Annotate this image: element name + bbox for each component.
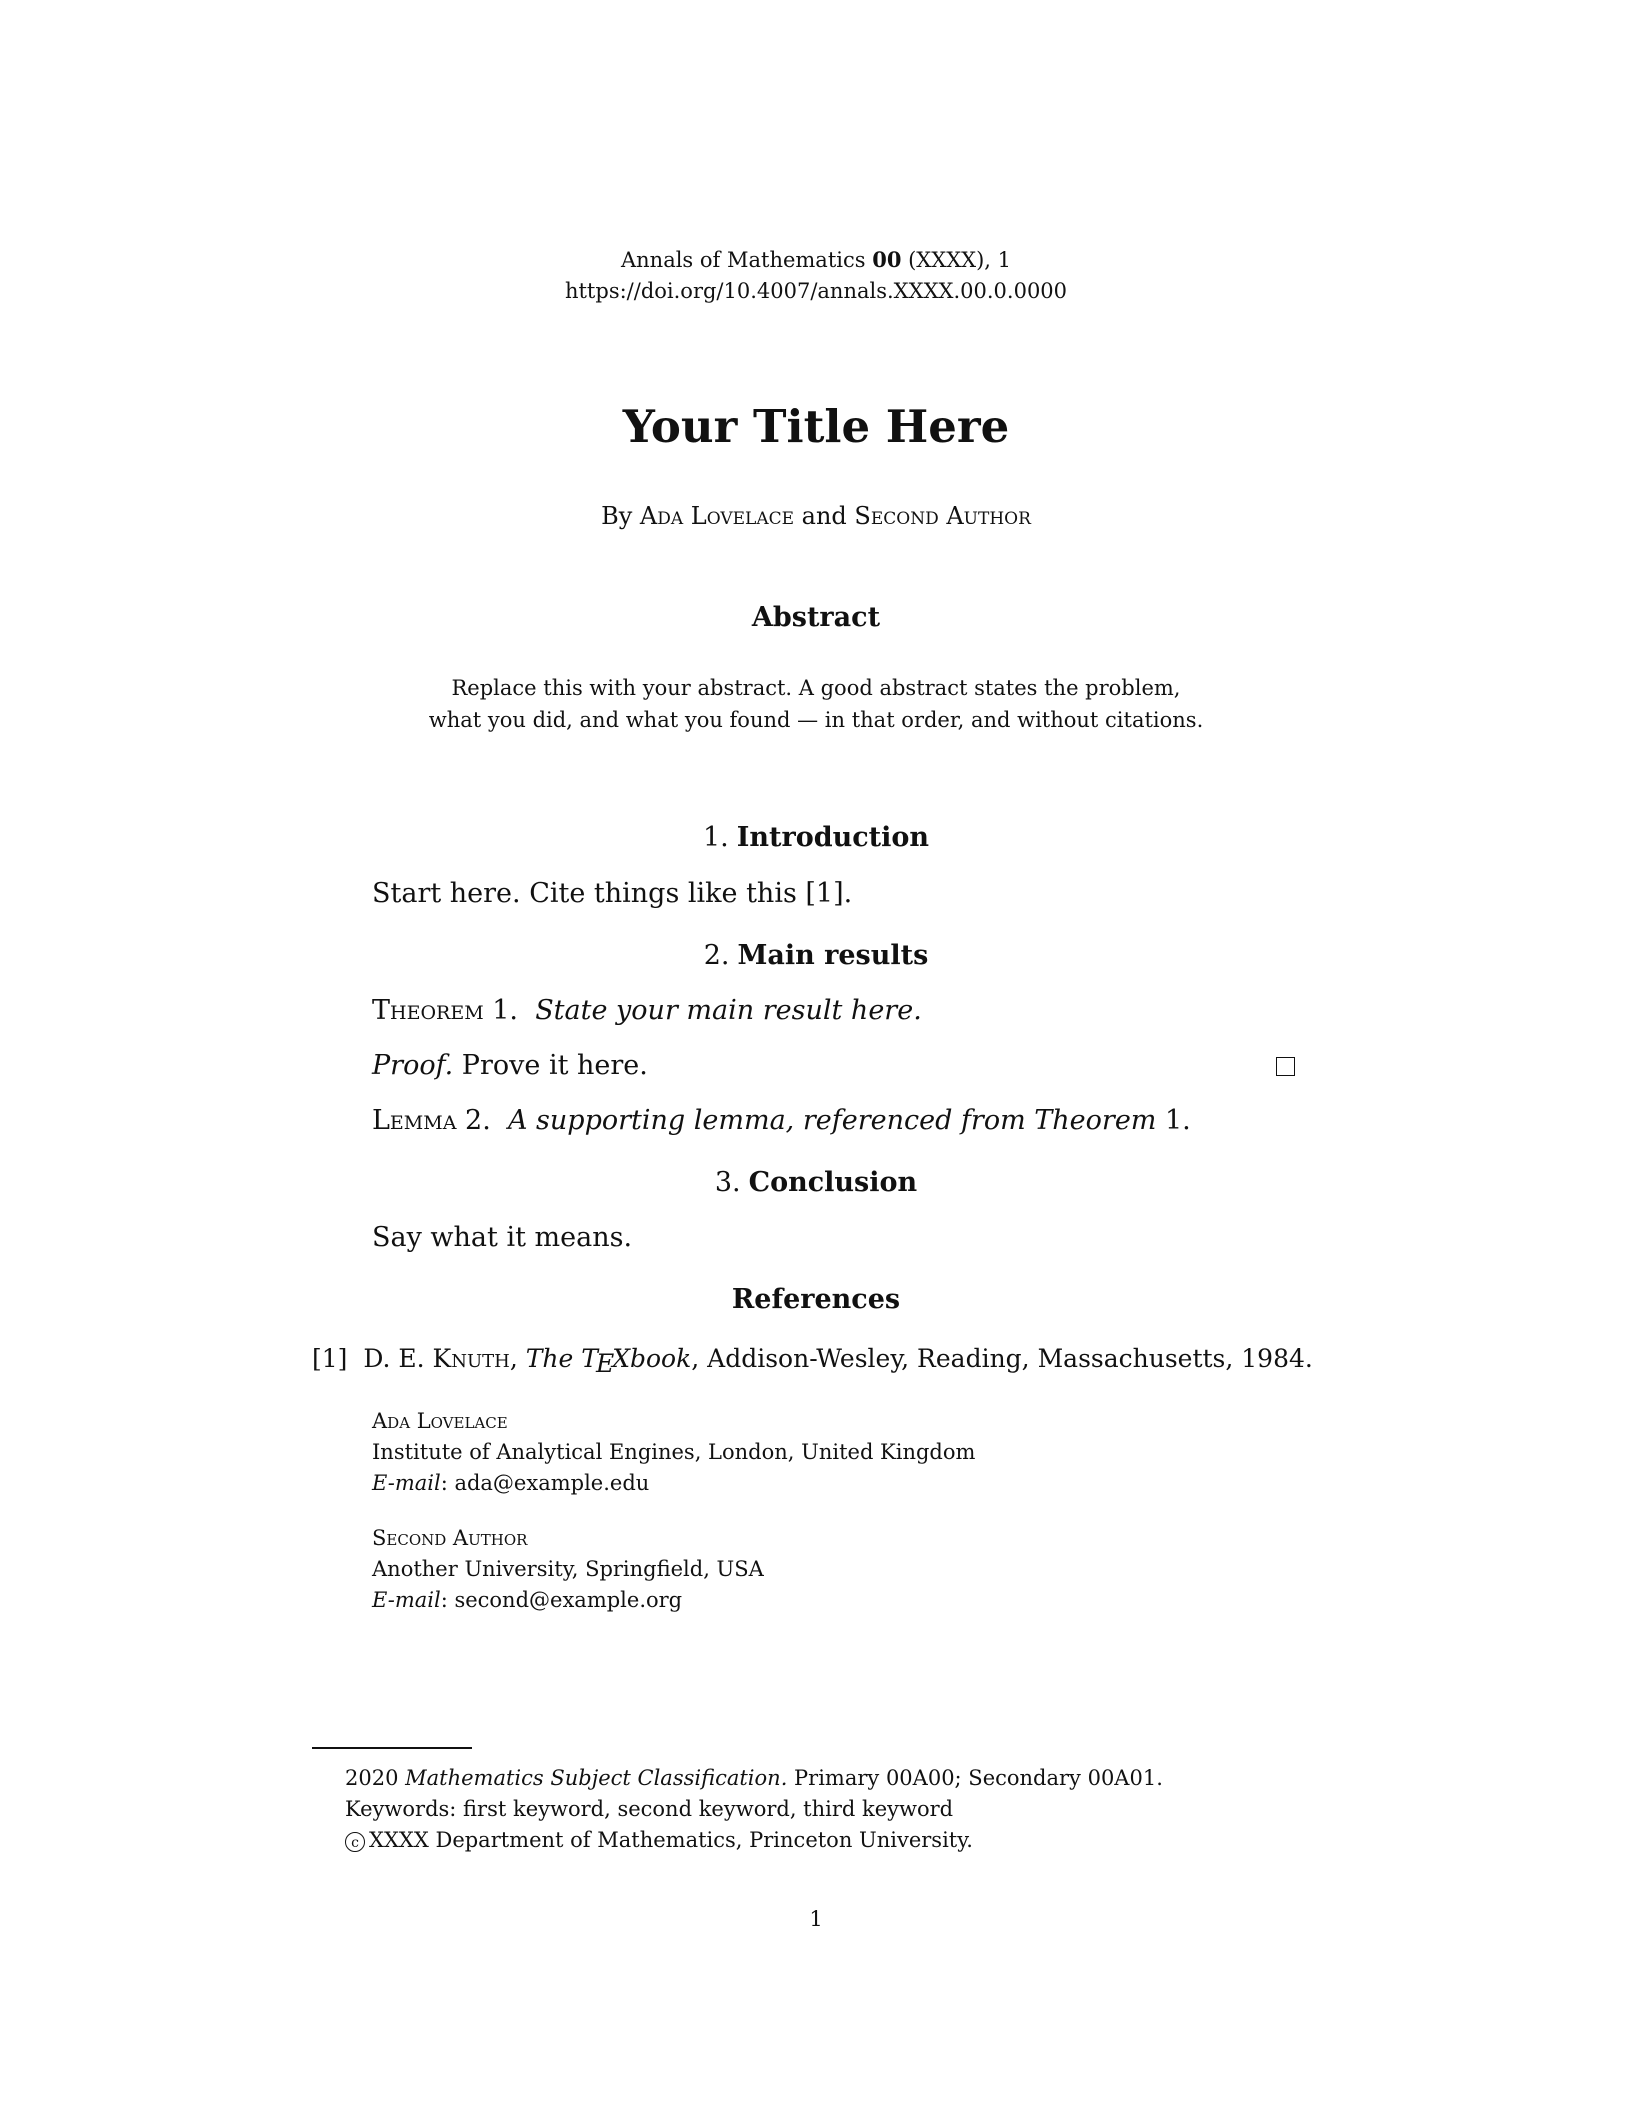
reference-item: [1] D. E. Knuth, The TEXbook, Addison-Wesley, Reading, Massachusetts, 1984.: [312, 1344, 1313, 1378]
author-name: Second Author: [854, 502, 1031, 530]
byline: By Ada Lovelace and Second Author: [601, 502, 1031, 530]
address-affiliation: Another University, Springfield, USA: [372, 1557, 764, 1581]
theorem-number: 1.: [492, 995, 519, 1026]
introduction-text: Start here. Cite things like this [1].: [372, 878, 853, 909]
lemma-statement: A supporting lemma, referenced from Theorem: [507, 1105, 1157, 1136]
conclusion-text: Say what it means.: [372, 1222, 633, 1253]
references-heading: References: [731, 1284, 901, 1315]
address-name: Ada Lovelace: [372, 1409, 508, 1433]
page-number: 1: [809, 1907, 823, 1931]
proof: [372, 1050, 648, 1081]
address-affiliation: Institute of Analytical Engines, London, United Kingdom: [372, 1440, 976, 1464]
author-name: Ada Lovelace: [639, 502, 795, 530]
reference-author: Knuth: [432, 1344, 510, 1373]
msc-classification: 2020 Mathematics Subject Classification. Primary 00A00; Secondary 00A01.: [345, 1766, 1163, 1790]
reference-label: [1]: [312, 1344, 348, 1373]
section-heading-conclusion: 3. Conclusion: [714, 1167, 918, 1198]
theorem-reference[interactable]: 1.: [1165, 1105, 1191, 1136]
email-link[interactable]: second@example.org: [454, 1588, 683, 1612]
journal-citation: Annals of Mathematics 00 (XXXX), 1: [620, 247, 1012, 272]
author-address: [372, 1523, 764, 1616]
journal-volume: 00: [872, 247, 902, 272]
theorem-statement: State your main result here.: [535, 995, 922, 1026]
footnotes: [345, 1763, 1163, 1856]
abstract-heading: Abstract: [751, 602, 881, 633]
qed-symbol: [1276, 1057, 1295, 1076]
reference-title: The TEXbook: [525, 1344, 692, 1378]
address-email: E-mail: second@example.org: [372, 1588, 683, 1612]
address-email: E-mail: ada@example.edu: [372, 1471, 650, 1495]
lemma-label: Lemma: [372, 1105, 457, 1136]
journal-header: [0, 244, 1632, 307]
copyright-icon: c: [345, 1832, 365, 1852]
theorem-label: Theorem: [372, 995, 484, 1026]
section-heading-introduction: 1. Introduction: [702, 822, 930, 853]
doi-link[interactable]: https://doi.org/10.4007/annals.XXXX.00.0.0000: [564, 279, 1068, 303]
lemma-number: 2.: [465, 1105, 491, 1136]
author-address: [372, 1406, 975, 1499]
abstract-text: Replace this with your abstract. A good abstract states the problem, what you did, and what you found — in that order, and without citations.: [428, 676, 1204, 732]
lemma: [372, 1105, 1191, 1136]
theorem: [372, 995, 922, 1026]
copyright-line: c XXXX Department of Mathematics, Princeton University.: [345, 1825, 1163, 1856]
keywords: Keywords: first keyword, second keyword, third keyword: [345, 1797, 954, 1821]
paper-title: Your Title Here: [622, 400, 1010, 453]
proof-label: Proof.: [372, 1050, 454, 1081]
proof-text: Prove it here.: [461, 1050, 648, 1081]
address-name: Second Author: [372, 1526, 528, 1550]
email-link[interactable]: ada@example.edu: [454, 1471, 650, 1495]
footnote-rule: [312, 1747, 472, 1749]
section-heading-main-results: 2. Main results: [703, 940, 929, 971]
